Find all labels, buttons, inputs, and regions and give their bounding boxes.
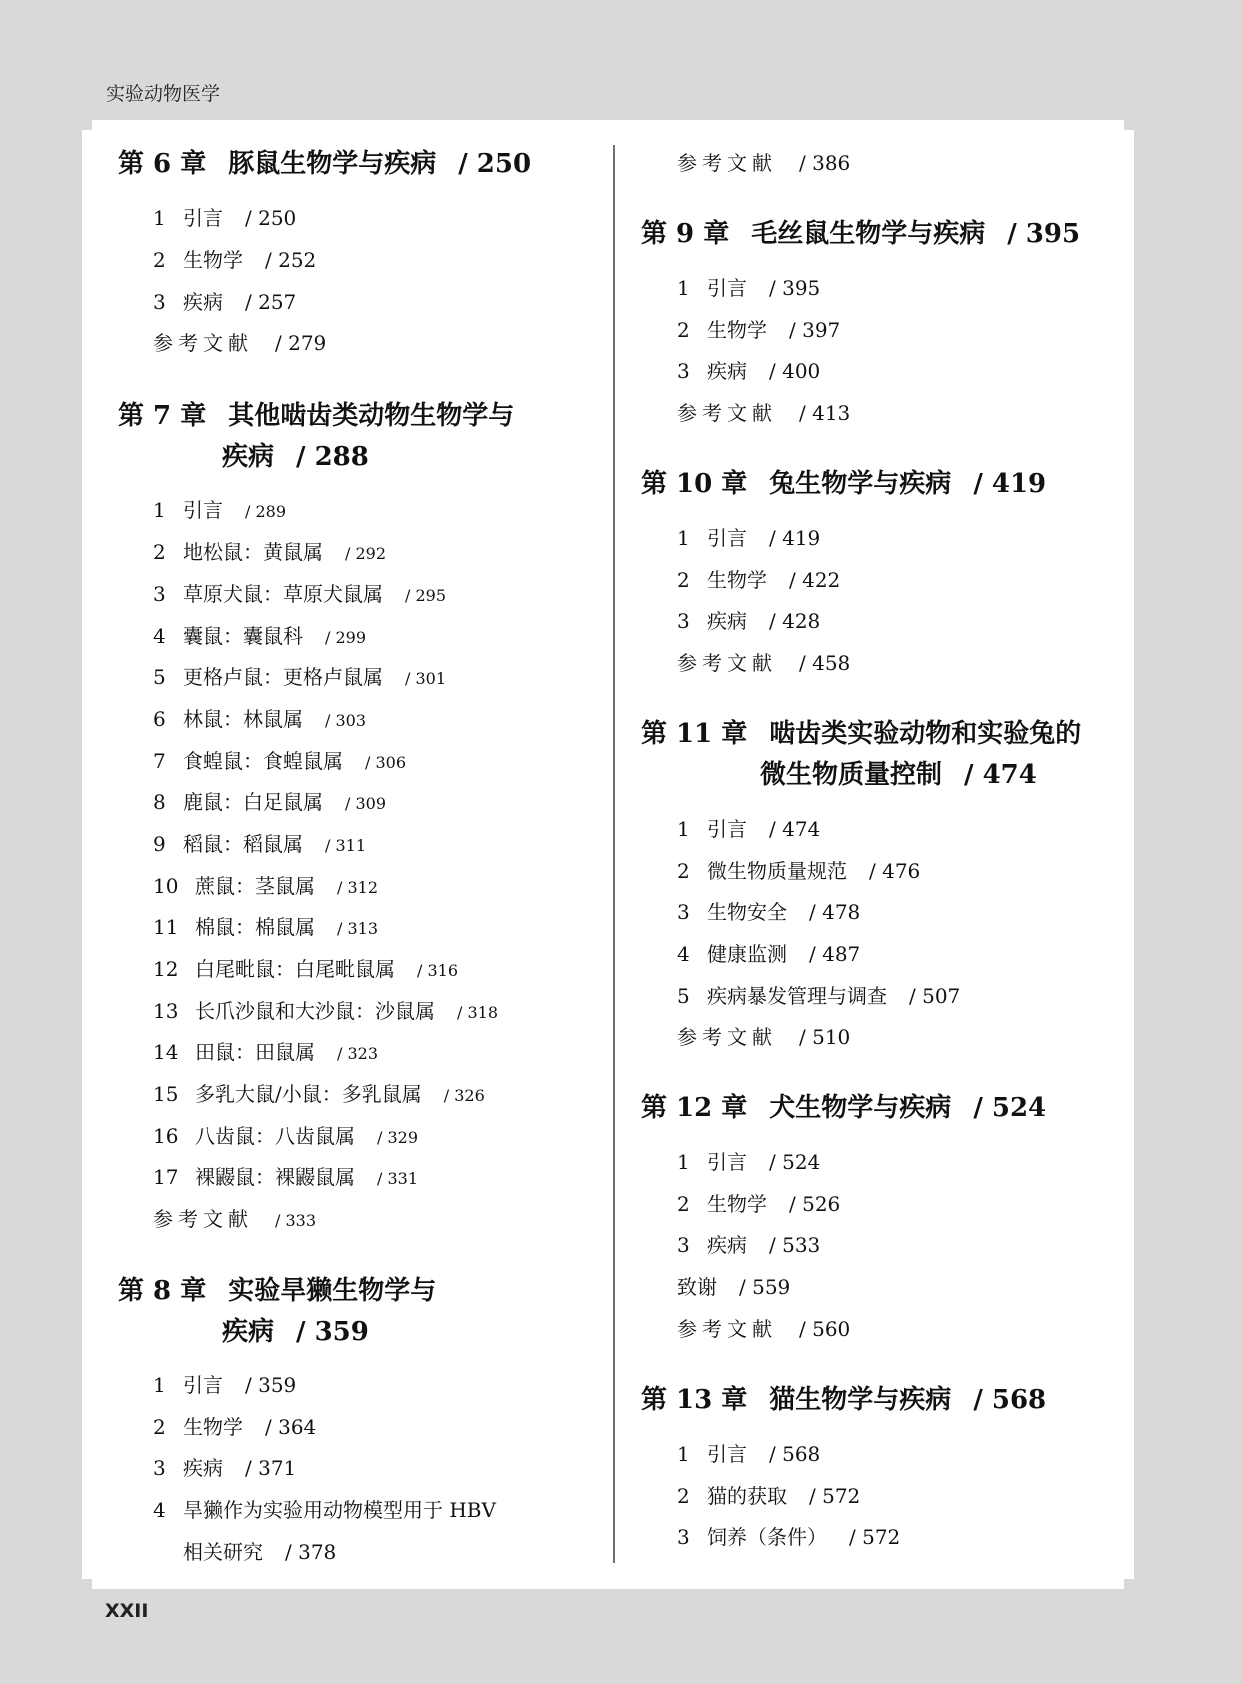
panel-corner-notch bbox=[82, 120, 92, 130]
toc-entry[interactable] bbox=[153, 661, 446, 690]
entry-page: / 309 bbox=[345, 794, 387, 813]
toc-entry[interactable] bbox=[153, 1078, 485, 1107]
entry-number: 2 bbox=[153, 248, 166, 272]
entry-number: 3 bbox=[677, 609, 690, 633]
toc-entry[interactable] bbox=[153, 620, 366, 649]
entry-page: / 333 bbox=[275, 1211, 317, 1230]
panel-corner-notch bbox=[82, 1579, 92, 1589]
toc-entry[interactable] bbox=[677, 272, 820, 301]
toc-entry[interactable] bbox=[677, 980, 960, 1009]
entry-number: 2 bbox=[677, 1484, 690, 1508]
entry-title: 旱獭作为实验用动物模型用于 HBV bbox=[183, 1498, 496, 1522]
entry-page: / 397 bbox=[789, 318, 841, 342]
entry-number: 16 bbox=[153, 1124, 179, 1148]
entry-number: 17 bbox=[153, 1165, 179, 1189]
entry-page: / 559 bbox=[739, 1275, 791, 1299]
entry-number: 9 bbox=[153, 832, 166, 856]
chapter-page: / 250 bbox=[458, 149, 532, 179]
entry-title: 疾病 bbox=[707, 359, 747, 383]
column-divider bbox=[613, 145, 615, 1563]
entry-page: / 510 bbox=[799, 1025, 851, 1049]
toc-entry[interactable] bbox=[153, 536, 386, 565]
entry-page: / 257 bbox=[245, 290, 297, 314]
toc-entry[interactable] bbox=[153, 703, 366, 732]
entry-page: / 474 bbox=[769, 817, 821, 841]
entry-page: / 323 bbox=[337, 1044, 379, 1063]
entry-number: 2 bbox=[677, 859, 690, 883]
panel-corner-notch bbox=[1124, 120, 1134, 130]
entry-page: / 487 bbox=[809, 942, 861, 966]
chapter-title: 实验旱獭生物学与 bbox=[228, 1276, 437, 1306]
entry-page: / 312 bbox=[337, 878, 379, 897]
entry-title: 生物学 bbox=[183, 1415, 243, 1439]
toc-entry[interactable] bbox=[153, 1411, 316, 1440]
entry-page: / 313 bbox=[337, 919, 379, 938]
toc-entry-continued[interactable] bbox=[183, 1536, 336, 1565]
entry-number: 13 bbox=[153, 999, 179, 1023]
chapter-title: 兔生物学与疾病 bbox=[769, 469, 952, 499]
entry-title: 微生物质量规范 bbox=[707, 859, 847, 883]
panel-corner-notch bbox=[1124, 1579, 1134, 1589]
entry-number: 1 bbox=[677, 526, 690, 550]
entry-title: 草原犬鼠：草原犬鼠属 bbox=[183, 582, 383, 606]
chapter-label: 第 8 章 bbox=[118, 1276, 207, 1306]
entry-page: / 292 bbox=[345, 544, 387, 563]
toc-entry-references[interactable] bbox=[677, 147, 850, 176]
chapter-label: 第 13 章 bbox=[641, 1385, 748, 1415]
chapter-title-cont: 疾病 bbox=[222, 1317, 275, 1347]
entry-number: 12 bbox=[153, 957, 179, 981]
toc-entry[interactable] bbox=[153, 953, 458, 982]
entry-number: 3 bbox=[153, 582, 166, 606]
entry-title: 参考文献 bbox=[153, 1207, 253, 1231]
toc-entry[interactable] bbox=[153, 286, 296, 315]
toc-entry[interactable] bbox=[677, 938, 860, 967]
entry-page: / 428 bbox=[769, 609, 821, 633]
chapter-heading[interactable] bbox=[641, 1087, 1046, 1124]
toc-entry[interactable] bbox=[153, 1120, 418, 1149]
toc-entry[interactable] bbox=[677, 1146, 820, 1175]
toc-entry[interactable] bbox=[677, 1229, 820, 1258]
entry-title: 多乳大鼠/小鼠：多乳鼠属 bbox=[195, 1082, 422, 1106]
entry-number: 11 bbox=[153, 915, 179, 939]
entry-number: 1 bbox=[677, 276, 690, 300]
entry-title: 生物学 bbox=[707, 318, 767, 342]
toc-entry[interactable] bbox=[677, 855, 920, 884]
toc-entry[interactable] bbox=[153, 1452, 296, 1481]
chapter-label: 第 9 章 bbox=[641, 219, 730, 249]
toc-entry[interactable] bbox=[153, 578, 446, 607]
chapter-page: / 395 bbox=[1007, 219, 1081, 249]
chapter-title: 毛丝鼠生物学与疾病 bbox=[751, 219, 986, 249]
entry-title: 引言 bbox=[183, 498, 223, 522]
entry-page: / 299 bbox=[325, 628, 367, 647]
entry-page: / 250 bbox=[245, 206, 297, 230]
entry-title: 生物学 bbox=[707, 568, 767, 592]
entry-page: / 364 bbox=[265, 1415, 317, 1439]
entry-title: 疾病 bbox=[183, 1456, 223, 1480]
entry-number: 3 bbox=[677, 359, 690, 383]
entry-title: 稻鼠：稻鼠属 bbox=[183, 832, 303, 856]
entry-page: / 524 bbox=[769, 1150, 821, 1174]
entry-page: / 572 bbox=[809, 1484, 861, 1508]
toc-entry[interactable] bbox=[153, 244, 316, 273]
entry-title: 健康监测 bbox=[707, 942, 787, 966]
entry-number: 2 bbox=[677, 568, 690, 592]
entry-title: 参考文献 bbox=[677, 1317, 777, 1341]
entry-number: 4 bbox=[153, 1498, 166, 1522]
toc-entry[interactable] bbox=[677, 1188, 840, 1217]
toc-entry[interactable] bbox=[153, 1161, 418, 1190]
entry-number: 1 bbox=[677, 1442, 690, 1466]
toc-entry[interactable] bbox=[153, 494, 286, 523]
toc-entry[interactable] bbox=[677, 355, 820, 384]
entry-title: 八齿鼠：八齿鼠属 bbox=[195, 1124, 355, 1148]
toc-entry[interactable] bbox=[677, 564, 840, 593]
entry-number: 14 bbox=[153, 1040, 179, 1064]
chapter-heading-continued[interactable] bbox=[222, 1311, 369, 1348]
chapter-heading[interactable] bbox=[118, 143, 531, 180]
entry-title: 饲养（条件） bbox=[707, 1525, 827, 1549]
entry-title: 致谢 bbox=[677, 1275, 717, 1299]
chapter-heading-continued[interactable] bbox=[760, 754, 1037, 791]
entry-title: 参考文献 bbox=[677, 401, 777, 425]
entry-title: 疾病 bbox=[707, 609, 747, 633]
entry-number: 5 bbox=[153, 665, 166, 689]
entry-number: 2 bbox=[677, 1192, 690, 1216]
entry-title: 裸鼹鼠：裸鼹鼠属 bbox=[195, 1165, 355, 1189]
entry-number: 4 bbox=[677, 942, 690, 966]
entry-page: / 458 bbox=[799, 651, 851, 675]
toc-entry[interactable] bbox=[153, 745, 406, 774]
entry-number: 5 bbox=[677, 984, 690, 1008]
toc-entry[interactable] bbox=[677, 896, 860, 925]
entry-title: 林鼠：林鼠属 bbox=[183, 707, 303, 731]
entry-title: 参考文献 bbox=[677, 651, 777, 675]
entry-page: / 318 bbox=[457, 1003, 499, 1022]
chapter-title: 啮齿类实验动物和实验兔的 bbox=[769, 719, 1082, 749]
toc-entry-references[interactable] bbox=[677, 1021, 850, 1050]
entry-page: / 306 bbox=[365, 753, 407, 772]
chapter-page: / 419 bbox=[973, 469, 1047, 499]
entry-title: 引言 bbox=[707, 1442, 747, 1466]
entry-title: 生物学 bbox=[707, 1192, 767, 1216]
entry-number: 3 bbox=[677, 900, 690, 924]
entry-title-cont: 相关研究 bbox=[183, 1540, 263, 1564]
chapter-page: / 359 bbox=[296, 1317, 369, 1347]
chapter-heading-continued[interactable] bbox=[222, 436, 369, 473]
chapter-page: / 568 bbox=[973, 1385, 1047, 1415]
chapter-heading[interactable] bbox=[641, 1379, 1046, 1416]
chapter-title-cont: 疾病 bbox=[222, 442, 275, 472]
toc-entry[interactable] bbox=[153, 1036, 378, 1065]
entry-page: / 568 bbox=[769, 1442, 821, 1466]
entry-number: 3 bbox=[153, 1456, 166, 1480]
entry-number: 2 bbox=[677, 318, 690, 342]
entry-title: 疾病 bbox=[183, 290, 223, 314]
entry-title: 鹿鼠：白足鼠属 bbox=[183, 790, 323, 814]
entry-page: / 301 bbox=[405, 669, 447, 688]
entry-page: / 316 bbox=[417, 961, 459, 980]
chapter-title: 犬生物学与疾病 bbox=[769, 1093, 952, 1123]
entry-title: 棉鼠：棉鼠属 bbox=[195, 915, 315, 939]
entry-number: 1 bbox=[677, 1150, 690, 1174]
entry-page: / 303 bbox=[325, 711, 367, 730]
chapter-label: 第 11 章 bbox=[641, 719, 748, 749]
entry-page: / 386 bbox=[799, 151, 851, 175]
entry-page: / 400 bbox=[769, 359, 821, 383]
entry-title: 地松鼠：黄鼠属 bbox=[183, 540, 323, 564]
toc-entry[interactable] bbox=[677, 1480, 860, 1509]
toc-entry[interactable] bbox=[153, 911, 378, 940]
entry-page: / 359 bbox=[245, 1373, 297, 1397]
entry-page: / 329 bbox=[377, 1128, 419, 1147]
entry-page: / 572 bbox=[849, 1525, 901, 1549]
entry-page: / 395 bbox=[769, 276, 821, 300]
entry-number: 1 bbox=[677, 817, 690, 841]
entry-page: / 422 bbox=[789, 568, 841, 592]
chapter-label: 第 10 章 bbox=[641, 469, 748, 499]
running-title: 实验动物医学 bbox=[106, 83, 221, 105]
entry-number: 2 bbox=[153, 1415, 166, 1439]
chapter-label: 第 12 章 bbox=[641, 1093, 748, 1123]
chapter-title: 猫生物学与疾病 bbox=[769, 1385, 952, 1415]
toc-entry-acknowledgements[interactable] bbox=[677, 1271, 790, 1300]
entry-title: 田鼠：田鼠属 bbox=[195, 1040, 315, 1064]
chapter-heading[interactable] bbox=[641, 713, 1081, 750]
entry-title: 白尾毗鼠：白尾毗鼠属 bbox=[195, 957, 395, 981]
toc-entry[interactable] bbox=[153, 1369, 296, 1398]
toc-entry[interactable] bbox=[153, 870, 378, 899]
chapter-heading[interactable] bbox=[641, 463, 1046, 500]
toc-entry-references[interactable] bbox=[677, 647, 850, 676]
entry-title: 生物学 bbox=[183, 248, 243, 272]
toc-entry[interactable] bbox=[677, 522, 820, 551]
entry-title: 囊鼠：囊鼠科 bbox=[183, 624, 303, 648]
entry-number: 7 bbox=[153, 749, 166, 773]
entry-title: 引言 bbox=[707, 1150, 747, 1174]
toc-entry-references[interactable] bbox=[153, 1203, 316, 1232]
toc-entry-references[interactable] bbox=[153, 327, 326, 356]
entry-number: 2 bbox=[153, 540, 166, 564]
entry-title: 生物安全 bbox=[707, 900, 787, 924]
entry-number: 8 bbox=[153, 790, 166, 814]
entry-page: / 413 bbox=[799, 401, 851, 425]
toc-entry[interactable] bbox=[153, 202, 296, 231]
entry-page: / 419 bbox=[769, 526, 821, 550]
toc-entry[interactable] bbox=[677, 813, 820, 842]
entry-title: 食蝗鼠：食蝗鼠属 bbox=[183, 749, 343, 773]
entry-number: 1 bbox=[153, 498, 166, 522]
entry-page: / 478 bbox=[809, 900, 861, 924]
chapter-heading[interactable] bbox=[118, 1270, 436, 1307]
entry-page: / 311 bbox=[325, 836, 367, 855]
entry-number: 6 bbox=[153, 707, 166, 731]
entry-number: 1 bbox=[153, 206, 166, 230]
entry-page: / 279 bbox=[275, 331, 327, 355]
entry-title: 蔗鼠：茎鼠属 bbox=[195, 874, 315, 898]
entry-page: / 560 bbox=[799, 1317, 851, 1341]
toc-entry[interactable] bbox=[153, 995, 498, 1024]
entry-title: 引言 bbox=[183, 1373, 223, 1397]
entry-title: 引言 bbox=[707, 526, 747, 550]
chapter-heading[interactable] bbox=[641, 213, 1080, 250]
chapter-title-cont: 微生物质量控制 bbox=[760, 760, 943, 790]
entry-number: 3 bbox=[677, 1525, 690, 1549]
chapter-title: 其他啮齿类动物生物学与 bbox=[228, 401, 515, 431]
entry-title: 猫的获取 bbox=[707, 1484, 787, 1508]
entry-page: / 371 bbox=[245, 1456, 297, 1480]
entry-number: 1 bbox=[153, 1373, 166, 1397]
chapter-heading[interactable] bbox=[118, 395, 514, 432]
entry-number: 3 bbox=[677, 1233, 690, 1257]
chapter-label: 第 7 章 bbox=[118, 401, 207, 431]
entry-title: 参考文献 bbox=[677, 1025, 777, 1049]
entry-title: 引言 bbox=[183, 206, 223, 230]
entry-title: 疾病 bbox=[707, 1233, 747, 1257]
entry-title: 引言 bbox=[707, 817, 747, 841]
toc-entry[interactable] bbox=[677, 1438, 820, 1467]
entry-number: 15 bbox=[153, 1082, 179, 1106]
entry-title: 引言 bbox=[707, 276, 747, 300]
entry-page: / 526 bbox=[789, 1192, 841, 1216]
entry-number: 4 bbox=[153, 624, 166, 648]
toc-entry[interactable] bbox=[677, 1521, 900, 1550]
entry-page: / 476 bbox=[869, 859, 921, 883]
entry-page: / 252 bbox=[265, 248, 317, 272]
page-number: XXII bbox=[105, 1600, 149, 1622]
chapter-label: 第 6 章 bbox=[118, 149, 207, 179]
entry-title: 参考文献 bbox=[153, 331, 253, 355]
entry-title: 疾病暴发管理与调查 bbox=[707, 984, 887, 1008]
toc-entry[interactable] bbox=[153, 828, 366, 857]
entry-page: / 378 bbox=[285, 1540, 337, 1564]
toc-entry[interactable] bbox=[677, 314, 840, 343]
entry-page: / 295 bbox=[405, 586, 447, 605]
toc-entry[interactable] bbox=[153, 786, 386, 815]
entry-page: / 533 bbox=[769, 1233, 821, 1257]
chapter-page: / 288 bbox=[296, 442, 369, 472]
chapter-page: / 524 bbox=[973, 1093, 1047, 1123]
entry-page: / 507 bbox=[909, 984, 961, 1008]
chapter-title: 豚鼠生物学与疾病 bbox=[228, 149, 437, 179]
entry-title: 参考文献 bbox=[677, 151, 777, 175]
toc-entry-references[interactable] bbox=[677, 1313, 850, 1342]
entry-page: / 331 bbox=[377, 1169, 419, 1188]
toc-entry-references[interactable] bbox=[677, 397, 850, 426]
entry-page: / 326 bbox=[443, 1086, 485, 1105]
chapter-page: / 474 bbox=[964, 760, 1037, 790]
entry-number: 10 bbox=[153, 874, 179, 898]
toc-entry[interactable] bbox=[677, 605, 820, 634]
entry-title: 长爪沙鼠和大沙鼠：沙鼠属 bbox=[195, 999, 435, 1023]
entry-title: 更格卢鼠：更格卢鼠属 bbox=[183, 665, 383, 689]
toc-entry[interactable] bbox=[153, 1494, 496, 1523]
entry-page: / 289 bbox=[245, 502, 287, 521]
entry-number: 3 bbox=[153, 290, 166, 314]
